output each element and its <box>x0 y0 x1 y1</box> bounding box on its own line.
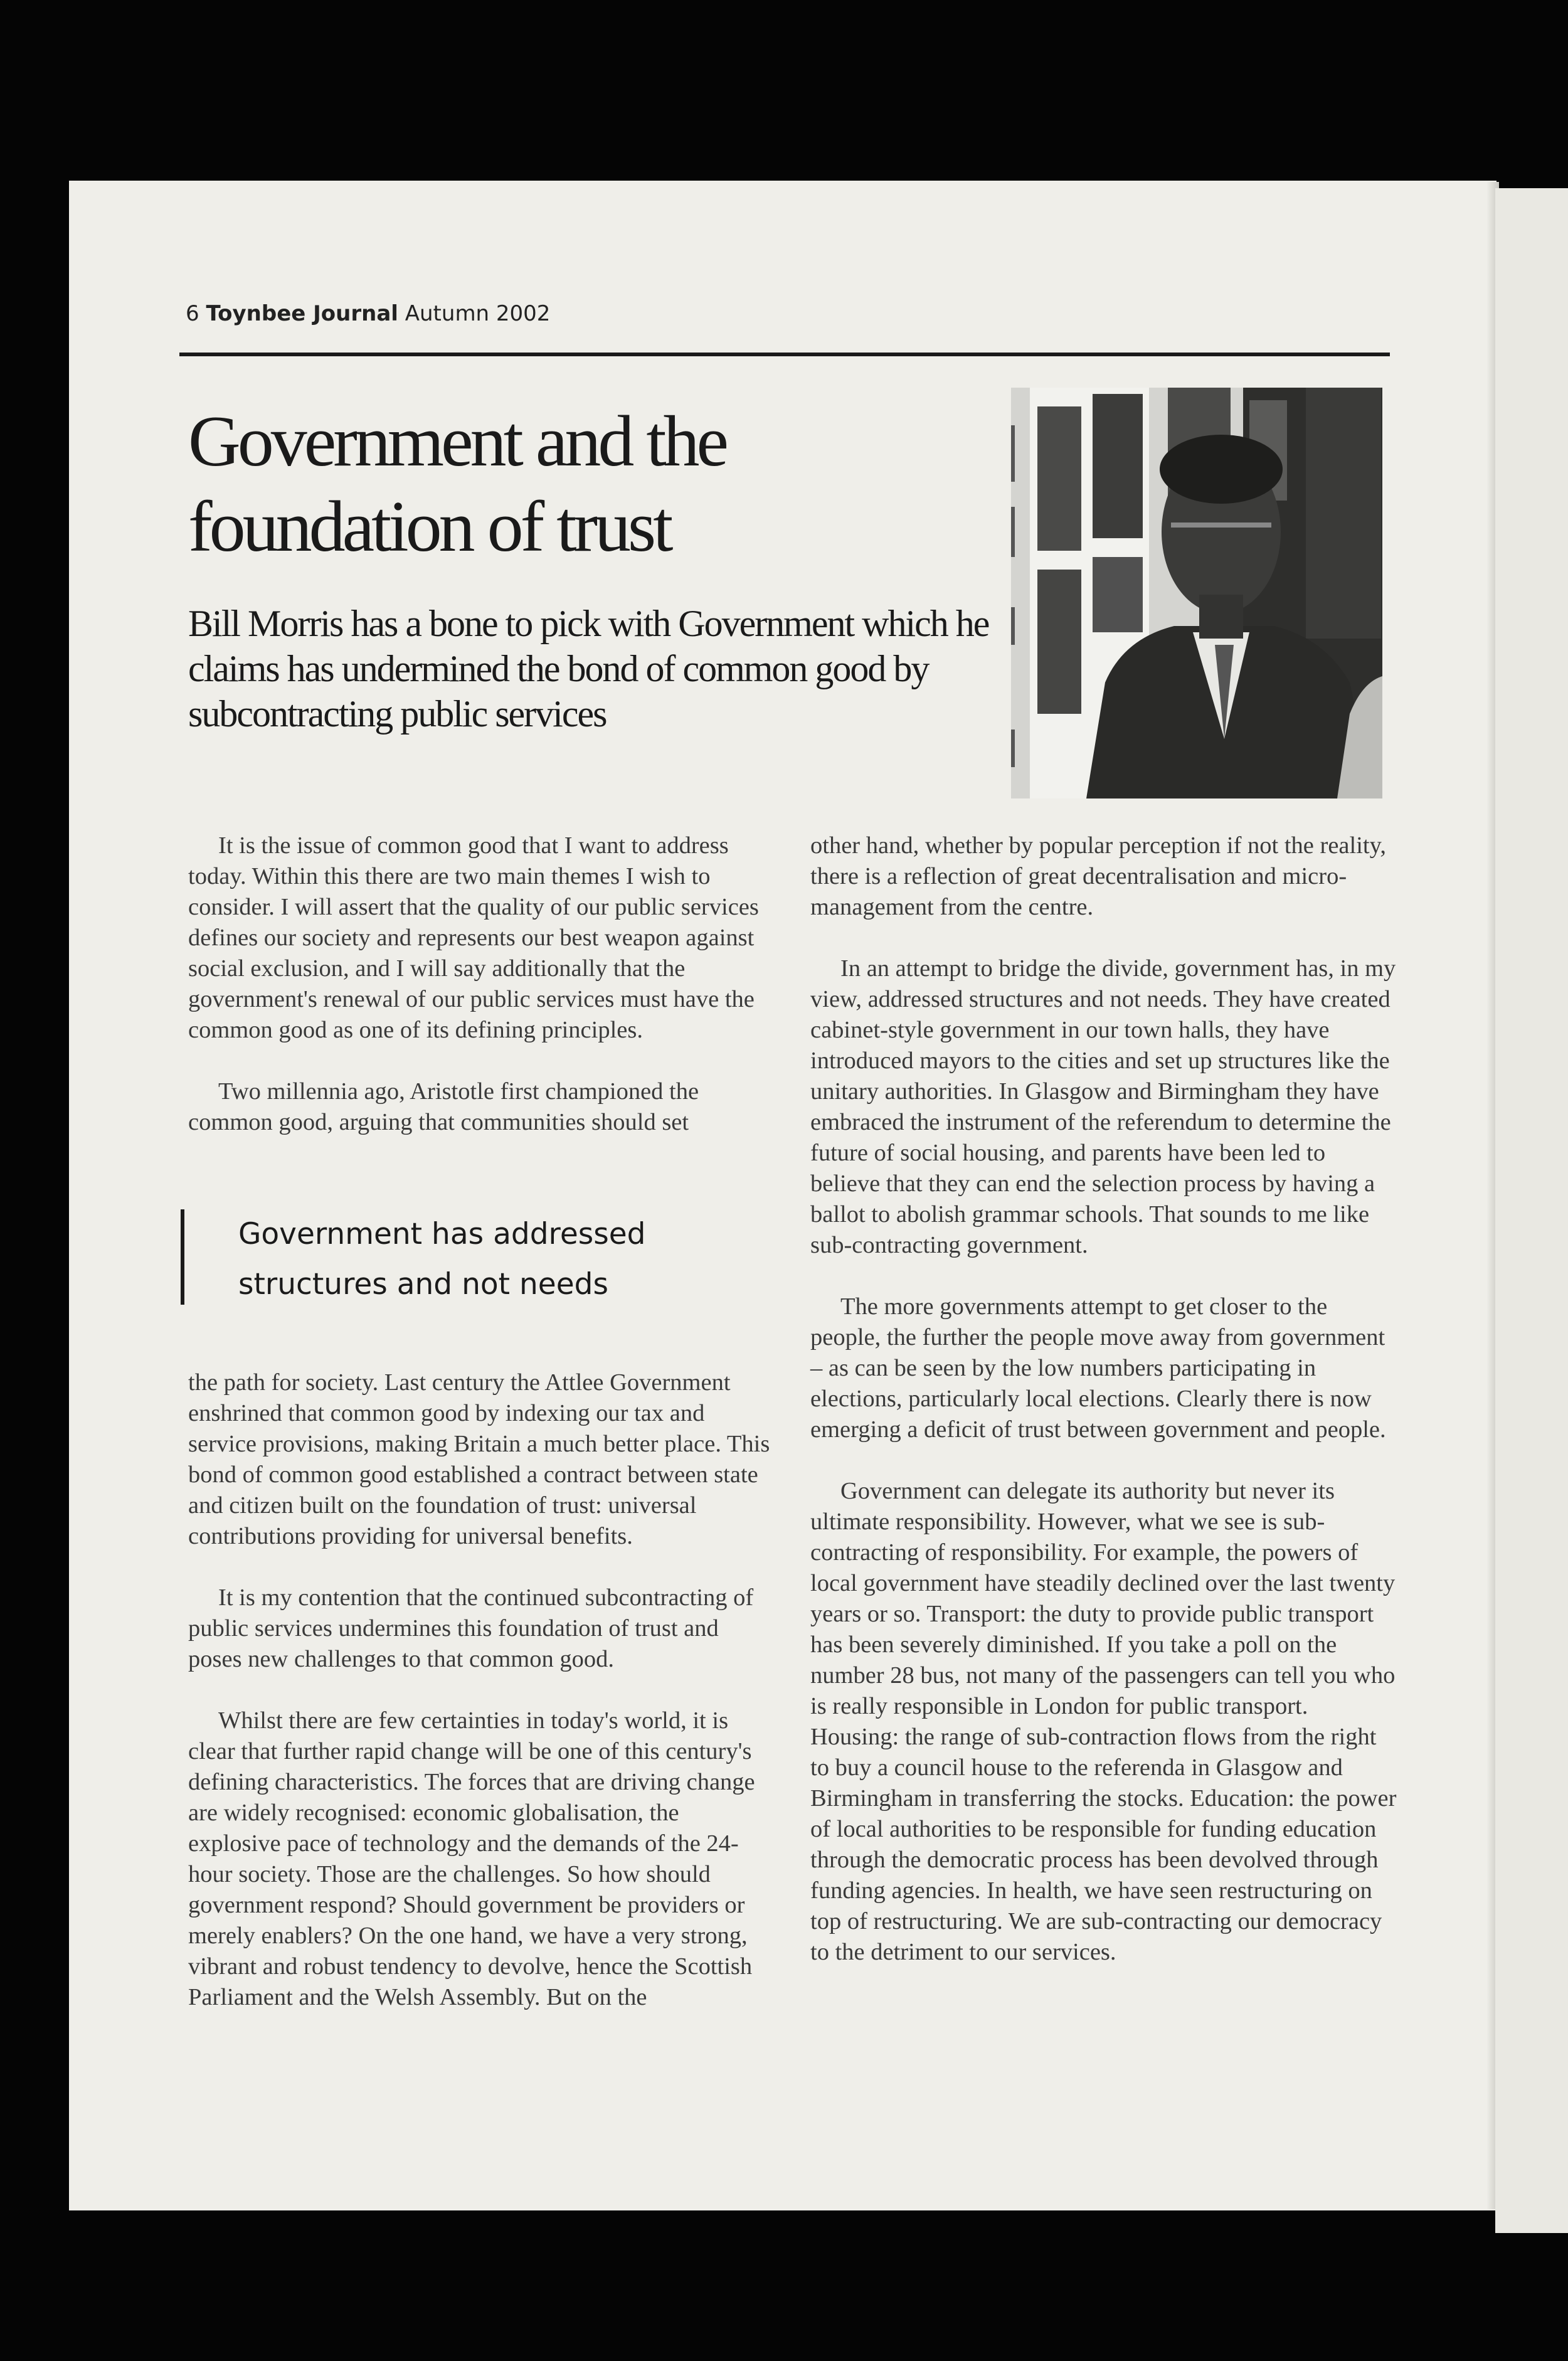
author-photo <box>1011 388 1382 798</box>
left-column-continued <box>188 1367 771 2044</box>
paragraph: It is the issue of common good that I want to address today. Within this there are two main themes I wish to consider. I will assert that the quality of our public services defines our society and represents our best weapon against social exclusion, and I will say additionally that the government's renewal of our public services must have the common good as one of its defining principles. <box>188 832 759 1043</box>
pull-quote-line-1: Government has addressed <box>238 1217 646 1251</box>
paragraph: In an attempt to bridge the divide, government has, in my view, addressed structures and not needs. They have created cabinet-style government in our town halls, they have introduced mayors to the cities and set up structures like the unitary authorities. In Glasgow and Birmingham they have embraced the instrument of the referendum to determine the future of social housing, and parents have been led to believe that they can end the selection process by having a ballot to abolish grammar schools. That sounds to me like sub-contracting government. <box>810 955 1396 1258</box>
running-head <box>186 301 550 326</box>
pull-quote <box>181 1209 749 1305</box>
page-number: 6 <box>186 301 199 326</box>
paragraph: Whilst there are few certainties in today's world, it is clear that further rapid change will be one of this century's defining characteristics. The forces that are driving change are widely recognised: economic globalisation, the explosive pace of technology and the demands of the 24-hour society. Those are the challenges. So how should government respond? Should government be providers or merely enablers? On the one hand, we have a very strong, vibrant and robust tendency to devolve, hence the Scottish Parliament and the Welsh Assembly. But on the <box>188 1707 755 2010</box>
right-column <box>810 830 1400 1998</box>
paragraph: other hand, whether by popular perception if not the reality, there is a reflection of great decentralisation and micro-management from the centre. <box>810 832 1386 920</box>
title-line-1: Government and the <box>188 401 726 482</box>
paragraph: the path for society. Last century the Attlee Government enshrined that common good by indexing our tax and service provisions, making Britain a much better place. This bond of common good established a contract between state and citizen built on the foundation of trust: universal contributions providing for universal benefits. <box>188 1369 770 1549</box>
standfirst: Bill Morris has a bone to pick with Government which he claims has undermined the bond of common good by subcontracting public services <box>188 603 989 735</box>
title-line-2: foundation of trust <box>188 487 670 567</box>
issue-label: Autumn 2002 <box>405 301 551 326</box>
paragraph: It is my contention that the continued subcontracting of public services undermines this foundation of trust and poses new challenges to that common good. <box>188 1584 754 1672</box>
journal-name: Toynbee Journal <box>206 301 398 326</box>
paragraph: Government can delegate its authority but never its ultimate responsibility. However, what we see is sub-contracting of responsibility. For example, the powers of local government have steadily declined over the last twenty years or so. Transport: the duty to provide public transport has been severely diminished. If you take a poll on the number 28 bus, not many of the passengers can tell you who is really responsible in London for public transport. Housing: the range of sub-contraction flows from the right to buy a council house to the referenda in Glasgow and Birmingham in transferring the stocks. Education: the power of local authorities to be responsible for funding education through the democratic process has been devolved through funding agencies. In health, we have seen restructuring on top of restructuring. We are sub-contracting our democracy to the detriment to our services. <box>810 1478 1397 1965</box>
header-rule <box>179 353 1390 356</box>
pull-quote-line-2: structures and not needs <box>238 1267 608 1302</box>
paragraph: The more governments attempt to get closer to the people, the further the people move away from government – as can be seen by the low numbers participating in elections, particularly local elections. Clearly there is now emerging a deficit of trust between government and people. <box>810 1293 1386 1443</box>
left-column <box>188 830 771 1169</box>
article-title <box>188 399 941 570</box>
facing-page-edge <box>1495 188 1568 2233</box>
paragraph: Two millennia ago, Aristotle first championed the common good, arguing that communities should set <box>188 1078 699 1135</box>
